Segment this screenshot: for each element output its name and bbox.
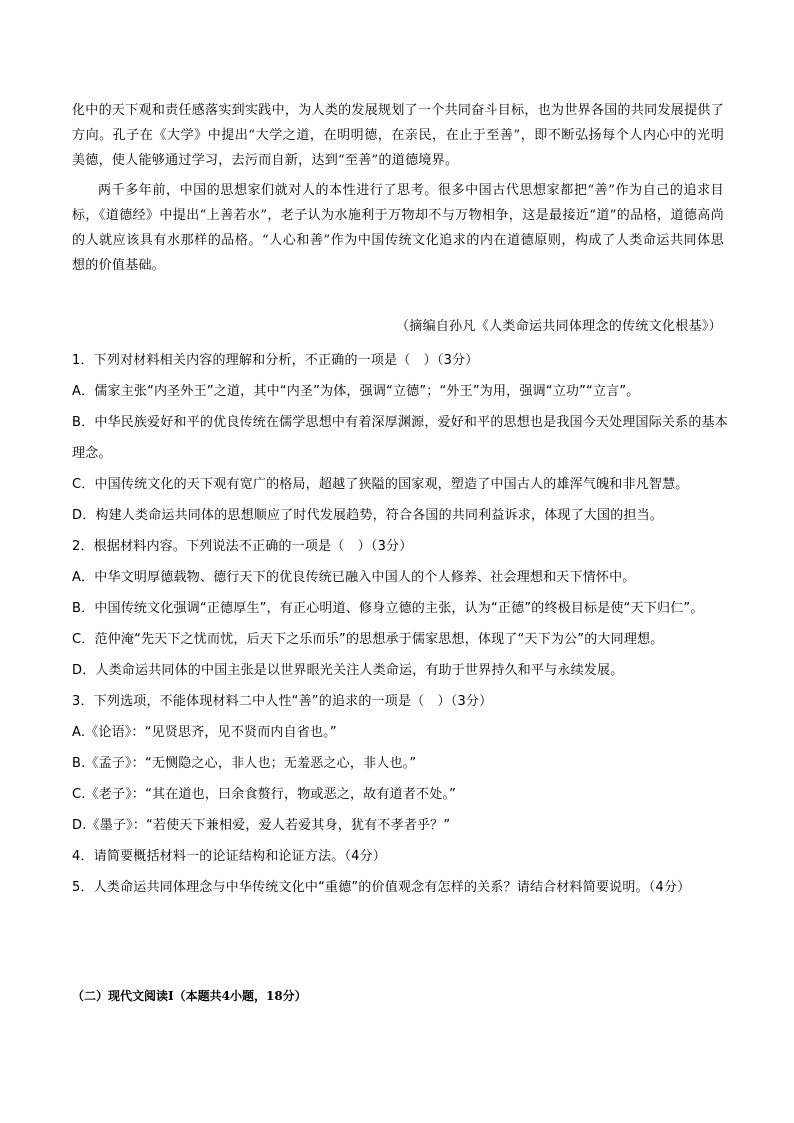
question-stem: 3．下列选项，不能体现材料二中人性“善”的追求的一项是（ ）（3分） [72,694,493,709]
question-option: A．中华文明厚德载物、德行天下的优良传统已融入中国人的个人修养、社会理想和天下情怀中。 [72,570,636,585]
question-option: A．儒家主张“内圣外王”之道，其中“内圣”为体，强调“立德”；“外王”为用，强调“立功”“立言”。 [72,384,640,399]
question-option: B．中华民族爱好和平的优良传统在儒学思想中有着深厚渊源，爱好和平的思想也是我国今天处理国际关系的基本理念。 [72,415,728,461]
passage-paragraph: 两千多年前，中国的思想家们就对人的本性进行了思考。很多中国古代思想家都把“善”作为自己的追求目标，《道德经》中提出“上善若水”，老子认为水施利于万物却不与万物相争，这是最接近“道”的品格，道德高尚的人就应该具有水那样的品格。“人心和善”作为中国传统文化追求的内在道德原则，构成了人类命运共同体思想的价值基础。 [72,183,724,273]
question-option: D.《墨子》：“若使天下兼相爱，爱人若爱其身，犹有不孝者乎？” [72,818,451,833]
passage-source: （摘编自孙凡《人类命运共同体理念的传统文化根基》） [395,319,722,334]
passage-paragraph: 化中的天下观和责任感落实到实践中，为人类的发展规划了一个共同奋斗目标，也为世界各国的共同发展提供了方向。孔子在《大学》中提出“大学之道，在明明德，在亲民，在止于至善”，即不断弘扬每个人内心中的光明美德，使人能够通过学习，去污而自新，达到“至善”的道德境界。 [72,103,724,168]
section-heading: （二）现代文阅读Ⅰ（本题共4小题，18分） [72,989,307,1003]
question-option: D．人类命运共同体的中国主张是以世界眼光关注人类命运，有助于世界持久和平与永续发展。 [72,663,624,678]
question-stem: 5．人类命运共同体理念与中华传统文化中“重德”的价值观念有怎样的关系？请结合材料简要说明。（4分） [72,880,691,895]
question-option: A.《论语》：“见贤思齐，见不贤而内自省也。” [72,725,337,740]
question-option: B.《孟子》：“无恻隐之心，非人也；无羞恶之心，非人也。” [72,756,417,771]
question-option: C.《老子》：“其在道也，曰余食赘行，物或恶之，故有道者不处。” [72,787,457,802]
question-stem: 1．下列对材料相关内容的理解和分析，不正确的一项是（ ）（3分） [72,353,479,368]
question-option: B．中国传统文化强调“正德厚生”，有正心明道、修身立德的主张，认为“正德”的终极目标是使“天下归仁”。 [72,601,704,616]
question-stem: 2．根据材料内容。下列说法不正确的一项是（ ）（3分） [72,539,413,554]
reading-passage [72,98,724,283]
question-option: D．构建人类命运共同体的思想顺应了时代发展趋势，符合各国的共同利益诉求，体现了大国的担当。 [72,508,664,523]
question-option: C．中国传统文化的天下观有宽广的格局，超越了狭隘的国家观，塑造了中国古人的雄浑气魄和非凡智慧。 [72,477,689,492]
question-option: C．范仲淹“先天下之忧而忧，后天下之乐而乐”的思想承于儒家思想，体现了“天下为公”的大同理想。 [72,632,664,647]
question-stem: 4．请简要概括材料一的论证结构和论证方法。（4分） [72,849,387,864]
question-list [72,345,732,903]
